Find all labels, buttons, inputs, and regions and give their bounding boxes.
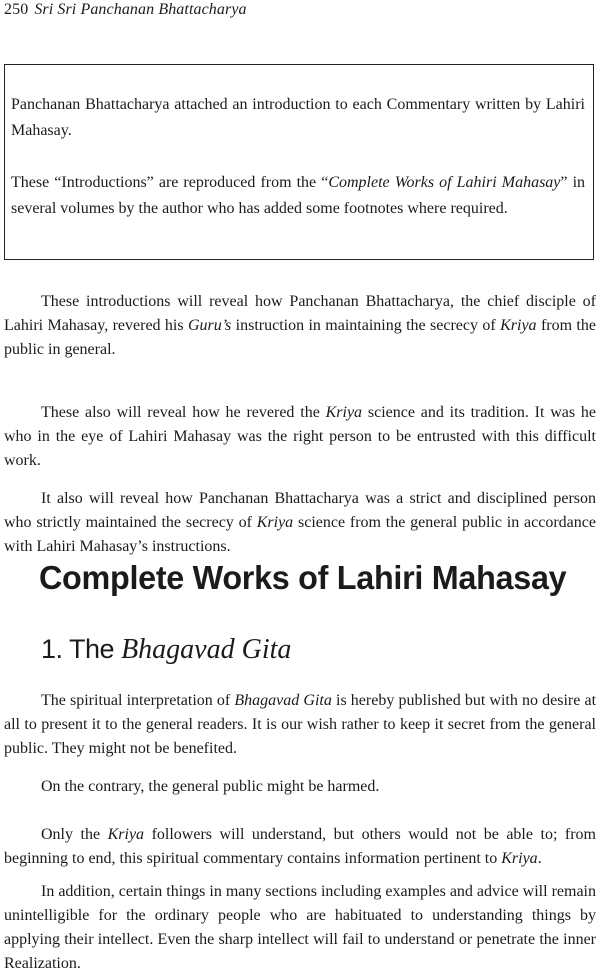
page-number: 250 [4,1,29,18]
text-run: is hereby published but with no desire at all to present it to the general readers. It is our wish rather to keep it secret from the general public. They might not be benefited. [4,692,597,757]
italic-term: Kriya [501,850,538,867]
italic-term: Kriya [256,514,294,531]
italic-term: Kriya [500,317,537,334]
italic-term: Kriya [325,404,363,421]
boxed-note-paragraph-2 [11,170,585,222]
text-run: science and its tradition. It was he who in the eye of Lahiri Mahasay was the right person to be entrusted with this difficult work. [4,404,597,469]
text-run: The spiritual interpretation of [41,692,235,709]
text-run: followers will understand, but others would not be able to; from beginning to end, this spiritual commentary contains information pertinent to [4,826,597,867]
gita-paragraph-4: In addition, certain things in many sections including examples and advice will remain unintelligible for the ordinary people who are habituated to understanding things by applying their intellect. Even the sharp intellect will fail to understand or penetrate the inner Realization. [4,883,596,972]
text-run: These introductions will reveal how Panchanan Bhattacharya, the chief disciple of Lahiri Mahasay, revered his [4,293,596,334]
section-title: Complete Works of Lahiri Mahasay [39,559,567,596]
running-head [4,1,247,19]
gita-paragraph-2: On the contrary, the general public might be harmed. [41,778,380,795]
book-title-italic: Complete Works of Lahiri Mahasay [328,174,561,191]
text-run: . [537,850,542,867]
text-run: science from the general public in accordance with Lahiri Mahasay’s instructions. [4,514,596,555]
text-run: It also will reveal how Panchanan Bhattacharya was a strict and disciplined person who strictly maintained the secrecy of [4,490,596,531]
boxed-note [4,64,594,260]
boxed-note-paragraph-1: Panchanan Bhattacharya attached an introduction to each Commentary written by Lahiri Mahasay. [11,96,585,139]
boxed-note-text: These “Introductions” are reproduced from the “ [11,174,329,191]
gita-paragraph-1 [4,689,596,761]
gita-paragraph-3 [4,823,596,871]
text-run: instruction in maintaining the secrecy of [231,317,501,334]
italic-term: Bhagavad Gita [234,692,332,709]
text-run: from the public in general. [4,317,596,358]
italic-term: Guru’s [187,317,232,334]
chapter-number: 1. The [41,634,122,664]
chapter-subtitle [41,631,291,668]
intro-paragraph-2 [4,401,596,473]
chapter-name: Bhagavad Gita [121,634,292,665]
intro-paragraph-3 [4,487,596,559]
text-run: Only the [41,826,108,843]
text-run: These also will reveal how he revered the [41,404,326,421]
italic-term: Kriya [107,826,145,843]
intro-paragraph-1 [4,290,596,362]
running-head-title: Sri Sri Panchanan Bhattacharya [34,1,247,18]
boxed-note-text: ” in several volumes by the author who has added some footnotes where required. [11,174,586,217]
